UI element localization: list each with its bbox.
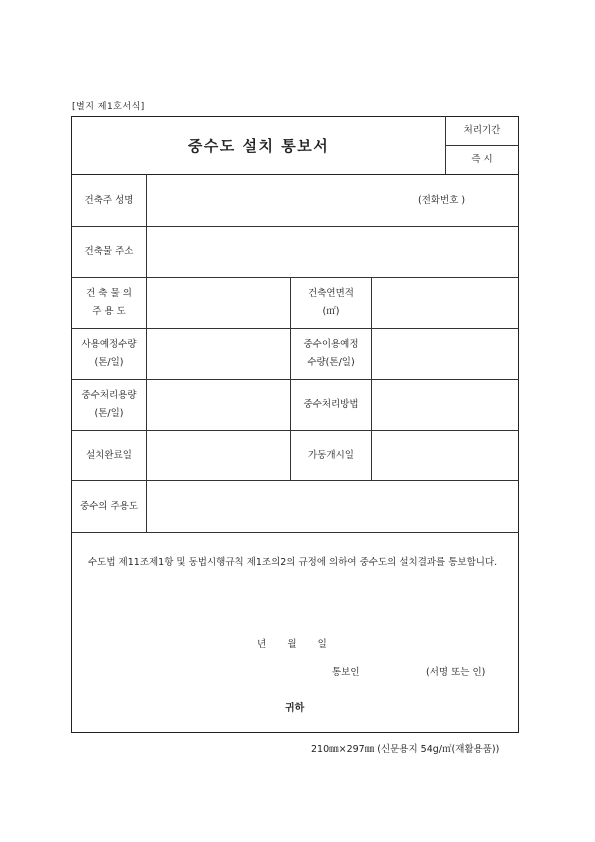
reuse-expected-label: 중수이용예정 수량(톤/일) — [303, 339, 359, 368]
building-address-field[interactable] — [147, 227, 519, 277]
addressee: 귀하 — [285, 703, 305, 714]
treatment-method-field[interactable] — [372, 380, 519, 430]
operation-start-label: 가동개시일 — [308, 449, 354, 461]
paper-spec: 210㎜×297㎜ (신문용지 54g/㎡(재활용품)) — [311, 744, 500, 755]
building-use-label: 건 축 물 의 주 용 도 — [86, 288, 132, 317]
date-line: 년 월 일 — [257, 639, 327, 650]
completion-date-label: 설치완료일 — [86, 449, 132, 461]
expected-usage-field[interactable] — [147, 329, 290, 379]
treatment-capacity-field[interactable] — [147, 380, 290, 430]
total-floor-area-label: 건축연면적 (㎡) — [308, 288, 354, 317]
treatment-method-label: 중수처리방법 — [303, 399, 359, 410]
total-floor-area-field[interactable] — [372, 278, 519, 328]
expected-usage-label: 사용예정수량 (톤/일) — [81, 339, 137, 368]
owner-name-field[interactable] — [147, 175, 427, 226]
building-address-label: 건축물 주소 — [84, 246, 134, 257]
form-title: 중수도 설치 통보서 — [187, 136, 330, 155]
building-use-field[interactable] — [147, 278, 290, 328]
reuse-expected-field[interactable] — [372, 329, 519, 379]
divider — [71, 532, 519, 533]
phone-label: (전화번호 ) — [418, 194, 466, 206]
reuse-purpose-label: 중수의 주용도 — [79, 500, 139, 512]
owner-name-label: 건축주 성명 — [84, 194, 134, 206]
reuse-purpose-field[interactable] — [147, 481, 519, 532]
processing-period-value: 즉 시 — [471, 154, 493, 165]
completion-date-field[interactable] — [147, 431, 290, 480]
signature-label: (서명 또는 인) — [426, 667, 486, 678]
form-number: [별지 제1호서식] — [72, 102, 145, 112]
treatment-capacity-label: 중수처리용량 (톤/일) — [81, 390, 137, 419]
processing-period-label: 처리기간 — [463, 125, 501, 136]
statement-text: 수도법 제11조제1항 및 동법시행규칙 제1조의2의 규정에 의하여 중수도의 설치결과를 통보합니다. — [88, 557, 498, 568]
operation-start-field[interactable] — [372, 431, 519, 480]
notifier-label: 통보인 — [332, 667, 360, 678]
